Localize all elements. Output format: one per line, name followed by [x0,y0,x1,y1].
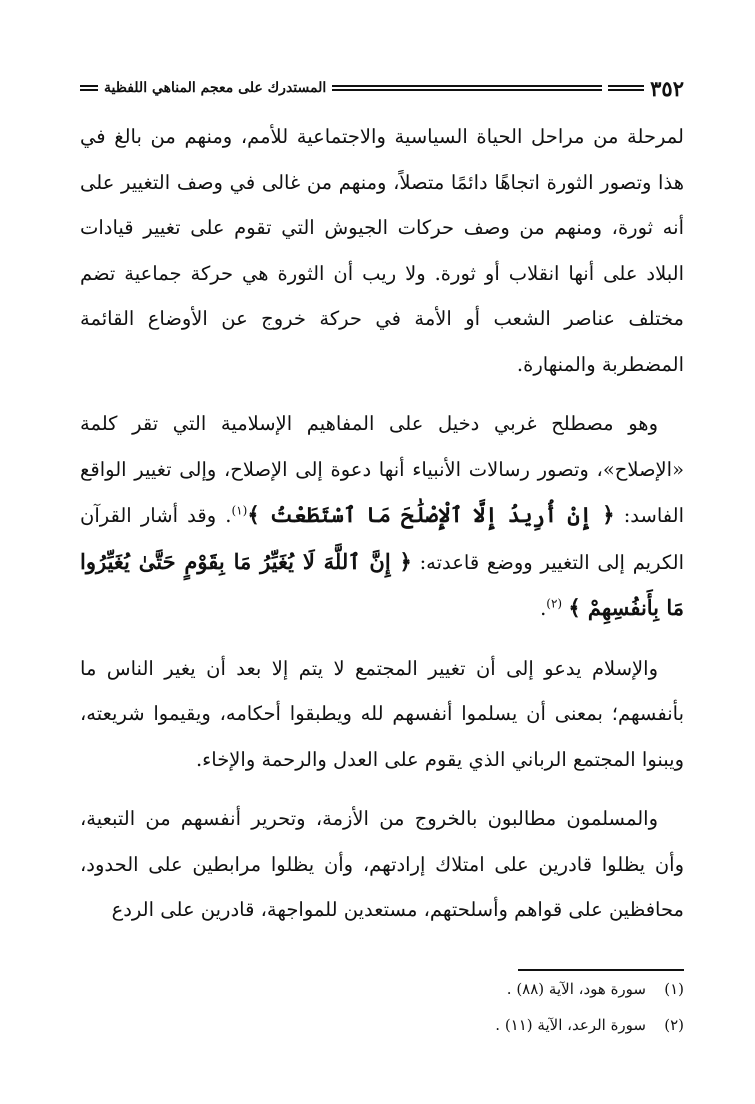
paragraph-2-text-c: . [540,597,547,620]
paragraph-2-text-a: وهو مصطلح غربي دخيل على المفاهيم الإسلامية التي تقر كلمة «الإصلاح»، وتصور رسالات الأنبياء أنها دعوة إلى الإصلاح، وإلى تغيير الواقع الفاسد: [80,412,684,527]
book-page [80,70,684,1043]
quran-verse-2: ﴿ إِنَّ ٱللَّهَ لَا يُغَيِّرُ مَا بِقَوْمٍ حَتَّىٰ يُغَيِّرُوا مَا بِأَنفُسِهِمْ ﴾ [80,548,684,620]
header-rule-short [608,85,644,91]
footnote-number: (١) [664,979,684,998]
footnote-2 [80,1007,684,1043]
footnote-ref-2[interactable]: (٢) [546,596,563,611]
footnote-text: سورة الرعد، الآية (١١) . [495,1015,646,1034]
footnote-number: (٢) [664,1015,684,1034]
footnote-1 [80,971,684,1007]
page-number: ٣٥٢ [650,75,684,101]
paragraph-4: والمسلمون مطالبون بالخروج من الأزمة، وتحرير أنفسهم من التبعية، وأن يظلوا قادرين على امتلاك إرادتهم، وأن يظلوا مرابطين على الحدود، محافظين على قواهم وأسلحتهم، مستعدين للمواجهة، قادرين على الردع [80,807,684,921]
page-body [80,114,684,933]
paragraph-1: لمرحلة من مراحل الحياة السياسية والاجتماعية للأمم، ومنهم من بالغ في هذا وتصور الثورة اتجاهًا دائمًا متصلاً، ومنهم من غالى في وصف التغيير على أنه ثورة، ومنهم من وصف حركات الجيوش التي تقوم على تغيير قيادات البلاد على أنها انقلاب أو ثورة. ولا ريب أن الثورة هي حركة جماعية تضم مختلف عناصر الشعب أو الأمة في حركة خروج عن الأوضاع القائمة المضطربة والمنهارة. [80,125,684,376]
quran-verse-1: ﴿ إِنْ أُرِيدُ إِلَّا ٱلْإِصْلَٰحَ مَا ٱسْتَطَعْتُ ﴾ [247,502,615,527]
running-header [80,70,684,106]
footnote-text: سورة هود، الآية (٨٨) . [506,979,646,998]
header-rule-long [332,85,602,91]
footnotes [80,971,684,1043]
footnote-ref-1[interactable]: (١) [231,503,248,518]
paragraph-3: والإسلام يدعو إلى أن تغيير المجتمع لا يتم إلا بعد أن يغير الناس ما بأنفسهم؛ بمعنى أن يسلموا أنفسهم لله ويطبقوا أحكامه، ويقيموا شريعته، ويبنوا المجتمع الرباني الذي يقوم على العدل والرحمة والإخاء. [80,656,684,771]
book-title: المستدرك على معجم المناهي اللفظية [104,80,327,96]
header-rule-end [80,85,98,91]
paragraph-2 [80,401,684,632]
paragraph-2-text-b: . وقد أشار القرآن الكريم إلى التغيير ووضع قاعدته: [80,504,684,574]
